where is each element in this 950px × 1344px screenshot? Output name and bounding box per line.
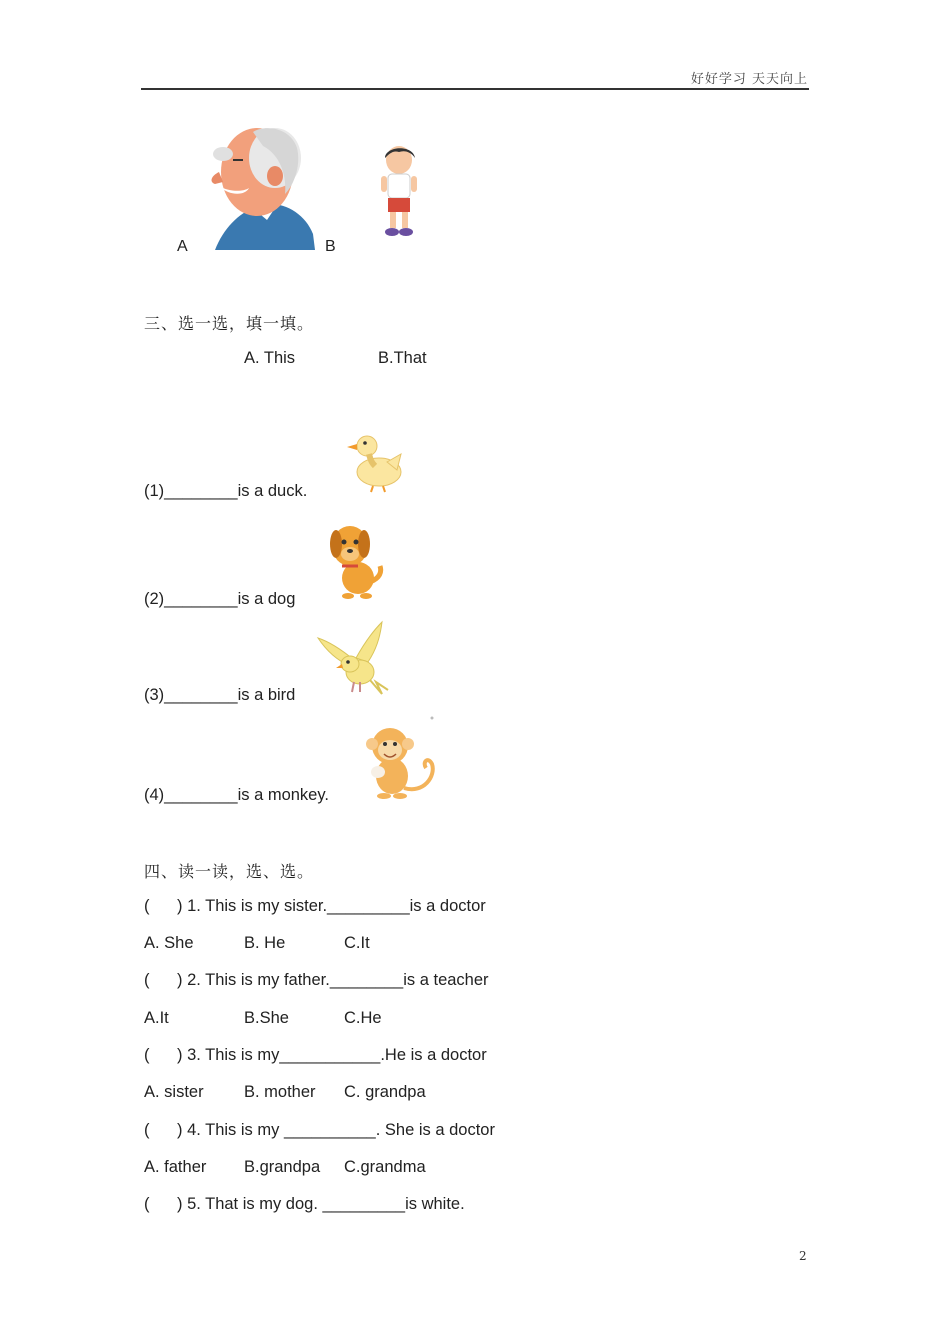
grandpa-illustration	[205, 124, 315, 250]
question-5: ( ) 5. That is my dog. _________is white.	[144, 1195, 465, 1213]
section3-title: 三、选一选，填一填。	[144, 314, 315, 333]
question-3-option-b: B. mother	[244, 1083, 316, 1101]
section4-title: 四、读一读，选、选。	[144, 862, 315, 881]
question-2-option-b: B.She	[244, 1009, 289, 1027]
image-label-a: A	[177, 238, 188, 255]
question-1-option-a: A. She	[144, 934, 194, 952]
question-3-option-c: C. grandpa	[344, 1083, 426, 1101]
question-2-option-a: A.It	[144, 1009, 169, 1027]
section3-item-4: (4)________is a monkey.	[144, 786, 329, 804]
section3-item-1: (1)________is a duck.	[144, 482, 308, 500]
question-3: ( ) 3. This is my___________.He is a doctor	[144, 1046, 487, 1064]
monkey-illustration	[364, 716, 440, 802]
section3-option-a: A. This	[244, 349, 296, 367]
question-3-option-a: A. sister	[144, 1083, 204, 1101]
question-4-option-c: C.grandma	[344, 1158, 426, 1176]
boy-illustration	[377, 144, 421, 240]
question-4-option-a: A. father	[144, 1158, 207, 1176]
bird-illustration	[316, 620, 392, 698]
duck-illustration	[347, 432, 403, 494]
question-1-option-b: B. He	[244, 934, 286, 952]
section3-item-3: (3)________is a bird	[144, 686, 296, 704]
section3-item-2: (2)________is a dog	[144, 590, 296, 608]
question-1: ( ) 1. This is my sister._________is a doctor	[144, 897, 486, 915]
image-label-b: B	[325, 238, 336, 255]
header-divider	[141, 88, 809, 90]
page-number: 2	[799, 1249, 807, 1263]
header-motto: 好好学习 天天向上	[690, 72, 808, 87]
question-4-option-b: B.grandpa	[244, 1158, 321, 1176]
question-2-option-c: C.He	[344, 1009, 382, 1027]
dog-illustration	[328, 522, 384, 600]
section3-option-b: B.That	[378, 349, 427, 367]
question-2: ( ) 2. This is my father.________is a teacher	[144, 971, 489, 989]
question-4: ( ) 4. This is my __________. She is a doctor	[144, 1121, 495, 1139]
question-1-option-c: C.It	[344, 934, 370, 952]
